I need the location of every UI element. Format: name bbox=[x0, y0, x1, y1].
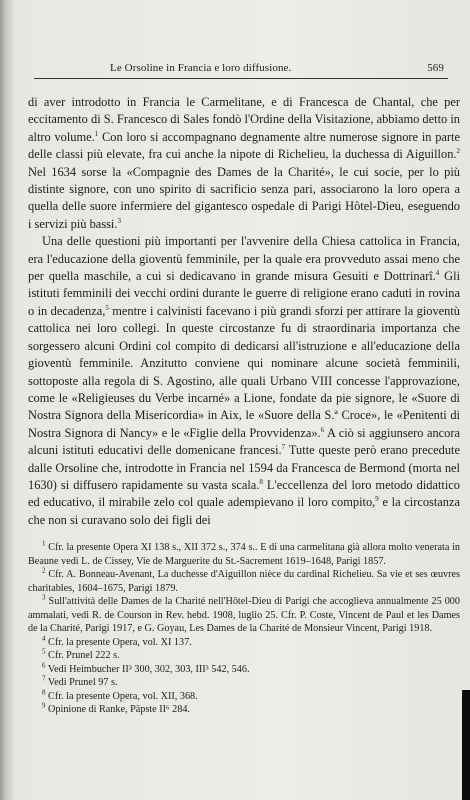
footnote-text: Cfr. la presente Opera, vol. XII, 368. bbox=[48, 690, 198, 702]
footnote-number: 7 bbox=[42, 674, 46, 683]
footnote-ref: 9 bbox=[375, 495, 379, 504]
footnotes bbox=[28, 541, 460, 717]
footnote-text: Cfr. la presente Opera, vol. XI 137. bbox=[48, 636, 192, 648]
footnote-text: Vedi Heimbucher II³ 300, 302, 303, III³ 542, 546. bbox=[47, 663, 250, 675]
paragraph-text: mentre i calvinisti facevano i più grandi sforzi per attirare la gioventù cattolica nei loro collegi. In queste circostanze fu di straordinaria importanza che sorgessero alcuni Ordini col compito di dedicarsi all'istruzione e all'educazione della gioventù femminile. Anzitutto conviene qui nominare alcune società femminili, sottoposte alla regola di S. Agostino, alle quali Urbano VIII concesse l'approvazione, come le «Religieuses du Verbe incarné» a Lione, fondate da pie signore, le «Suore di Nostra Signora della Misericordia» in Aix, le «Suore della S.ª Croce», le «Penitenti di Nostra Signora di Nancy» e le «Figlie della Provvidenza». bbox=[28, 303, 460, 440]
paragraph-2 bbox=[28, 233, 460, 529]
footnote-text: Cfr. la presente Opera XI 138 s., XII 372 s., 374 s.. E di una carmelitana già allora molto venerata in Beaune vedi L. de Cissey, Vie de Marguerite du St.-Sacrement 1619–1648, Parigi 1857. bbox=[28, 542, 460, 567]
footnote-text: Cfr. A. Bonneau-Avenant, La duchesse d'Aiguillon nièce du cardinal Richelieu. Sa vie et ses œuvres charitables, 1604–1675, Parigi 1879. bbox=[28, 569, 461, 594]
footnote-text: Opinione di Ranke, Päpste II⁶ 284. bbox=[48, 704, 190, 715]
page-number: 569 bbox=[427, 62, 444, 74]
paragraph-text: L'eccellenza del loro metodo didattico ed educativo, il mirabile zelo col quale adempievano il loro compito, bbox=[28, 477, 460, 510]
paragraph-text: Con loro si accompagnano degnamente altre numerose signore in parte delle classi più elevate, fra cui anche la nipote di Richelieu, la duchessa di Aiguillon. bbox=[28, 129, 460, 162]
footnote-number: 1 bbox=[42, 539, 46, 548]
paragraph-text: Gli istituti femminili dei vecchi ordini durante le guerre di religione erano caduti in rovina o in decadenza, bbox=[28, 269, 461, 318]
footnote-ref: 7 bbox=[281, 443, 286, 451]
paragraph-1 bbox=[28, 94, 460, 233]
paragraph-text: Nel 1634 sorse la «Compagnie des Dames de la Charité», le cui socie, per lo più distinte signore, con uno spirito di sacrificio senza pari, associarono la loro opera a quella delle suore infermiere del gigantesco ospedale di Parigi Hôtel-Dieu, eseguendo i servizi più bassi. bbox=[28, 164, 460, 231]
footnote-ref: 2 bbox=[456, 147, 460, 156]
footnote-number: 3 bbox=[42, 593, 46, 602]
running-head-title: Le Orsoline in Francia e loro diffusione. bbox=[110, 62, 292, 74]
footnote-number: 2 bbox=[42, 566, 46, 575]
footnote-number: 4 bbox=[42, 634, 46, 643]
paragraph-text: Tutte queste però erano precedute dalle Orsoline che, introdotte in Francia nel 1594 da Francesca de Bermond (morta nel 1630) si diffusero rapidamente su vasta scala. bbox=[28, 443, 460, 492]
footnote bbox=[28, 636, 460, 650]
footnote bbox=[28, 649, 460, 663]
footnote bbox=[28, 676, 460, 690]
page-edge-tab bbox=[462, 690, 470, 800]
running-head bbox=[34, 60, 448, 79]
footnote bbox=[28, 568, 460, 595]
paragraph-text: A ciò si aggiunsero ancora alcuni istituti educativi delle domenicane francesi. bbox=[28, 425, 460, 458]
paragraph-text: e la circostanza che non si curavano solo dei figli dei bbox=[28, 495, 460, 527]
footnote-number: 8 bbox=[42, 688, 46, 697]
footnote-ref: 4 bbox=[435, 268, 440, 277]
footnote-ref: 3 bbox=[117, 216, 121, 225]
footnote-number: 6 bbox=[42, 661, 46, 670]
footnote bbox=[28, 541, 460, 568]
footnote bbox=[28, 663, 460, 677]
main-text bbox=[28, 94, 460, 529]
footnote-text: Sull'attività delle Dames de la Charité nell'Hôtel-Dieu di Parigi che accoglieva annualmente 25 000 ammalati, vedi R. de Courson in Rev. hebd. 1908, luglio 25. Cfr. P. Coste, Vincent de Paul et les Dames de la Charité, Parigi 1917, e G. Goyau, Les Dames de la Charité de Monsieur Vincent, Parigi 1918. bbox=[28, 596, 460, 634]
footnote bbox=[28, 595, 460, 636]
footnote-text: Cfr. Prunel 222 s. bbox=[48, 650, 120, 661]
footnote-ref: 8 bbox=[259, 477, 263, 486]
footnote bbox=[28, 690, 460, 704]
paragraph-text: di aver introdotto in Francia le Carmelitane, e di Francesca de Chantal, che per eccitamento di S. Francesco di Sales fondò l'Ordine della Visitazione, abbiamo detto in altro volume. bbox=[28, 95, 460, 144]
footnote-ref: 5 bbox=[105, 303, 109, 312]
footnote-ref: 6 bbox=[320, 425, 325, 434]
footnote-ref: 1 bbox=[94, 129, 99, 138]
paragraph-text: Una delle questioni più importanti per l'avvenire della Chiesa cattolica in Francia, era l'educazione della gioventù femminile, per la quale era provveduto assai meno che per quella maschile, a cui si dedicavano in grande misura Gesuiti e Dottrinarî. bbox=[28, 234, 460, 284]
footnote-text: Vedi Prunel 97 s. bbox=[47, 677, 118, 688]
footnote bbox=[28, 703, 460, 717]
footnote-number: 5 bbox=[42, 647, 46, 656]
footnote-number: 9 bbox=[42, 701, 46, 710]
